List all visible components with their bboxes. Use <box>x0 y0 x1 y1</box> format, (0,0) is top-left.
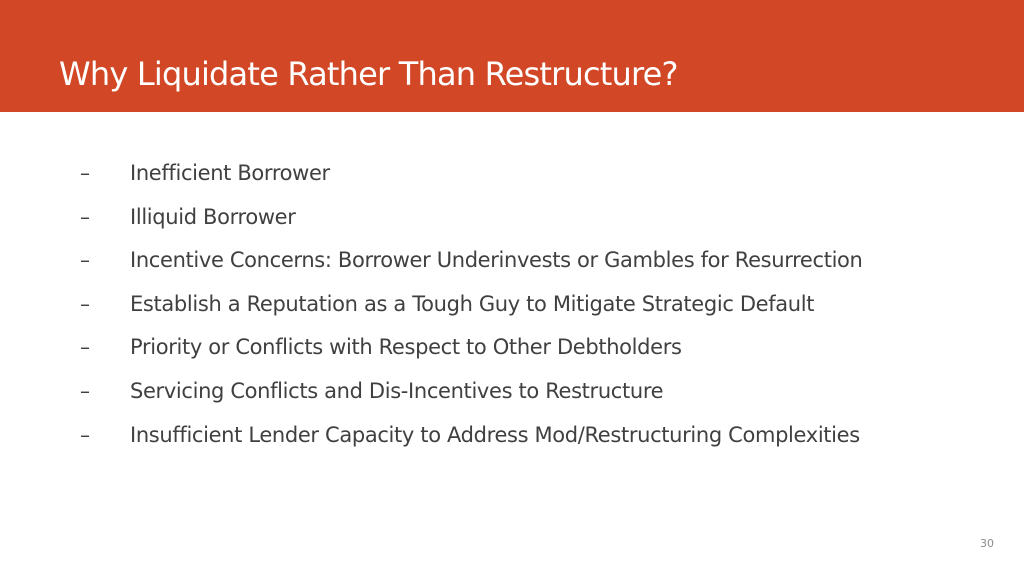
bullet-text: Illiquid Borrower <box>130 204 296 229</box>
dash-bullet-icon: – <box>80 204 90 229</box>
dash-bullet-icon: – <box>80 335 90 360</box>
bullet-text: Inefficient Borrower <box>130 161 330 185</box>
dash-bullet-icon: – <box>80 291 90 316</box>
dash-bullet-icon: – <box>80 378 90 403</box>
bullet-text: Servicing Conflicts and Dis-Incentives to Restructure <box>130 378 664 403</box>
dash-bullet-icon: – <box>80 161 90 185</box>
bullet-text: Establish a Reputation as a Tough Guy to Mitigate Strategic Default <box>130 291 815 316</box>
slide-number: 30 <box>980 537 994 550</box>
slide-title: Why Liquidate Rather Than Restructure? <box>59 55 678 93</box>
bullet-text: Priority or Conflicts with Respect to Other Debtholders <box>130 335 682 360</box>
bullet-text: Incentive Concerns: Borrower Underinvests or Gambles for Resurrection <box>130 248 863 273</box>
title-banner <box>0 0 1024 112</box>
bullet-text: Insufficient Lender Capacity to Address Mod/Restructuring Complexities <box>130 422 860 447</box>
dash-bullet-icon: – <box>80 422 90 447</box>
dash-bullet-icon: – <box>80 248 90 273</box>
